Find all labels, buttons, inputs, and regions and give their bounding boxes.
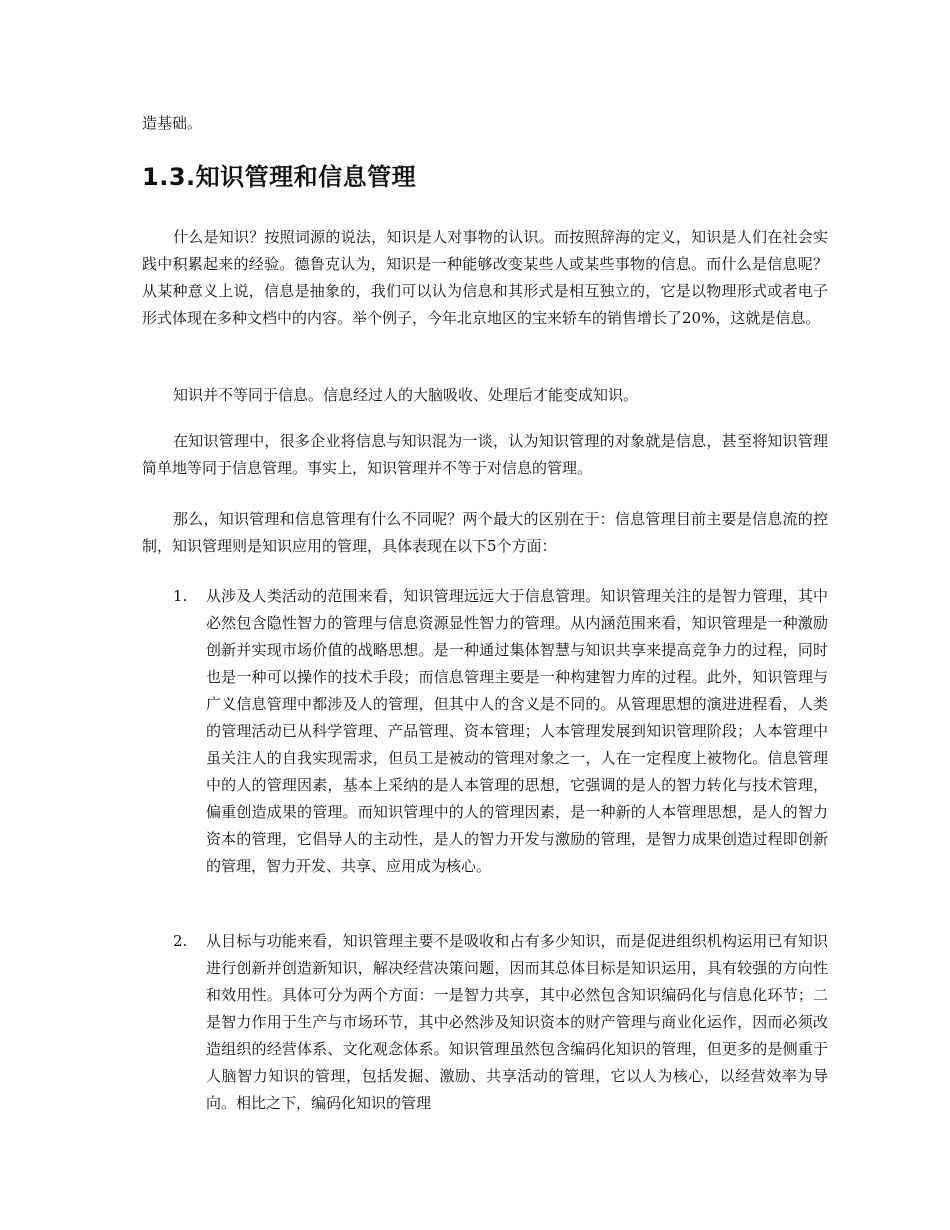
section-heading: 1.3.知识管理和信息管理 — [142, 163, 417, 191]
body-paragraph — [142, 224, 828, 332]
list-item-text: 从目标与功能来看，知识管理主要不是吸收和占有多少知识，而是促进组织机构运用已有知识进行创新并创造新知识，解决经营决策问题，因而其总体目标是知识运用，具有较强的方向性和效用性。具体可分为两个方面：一是智力共享，其中必然包含知识编码化与信息化环节；二是智力作用于生产与市场环节，其中必然涉及知识资本的财产管理与商业化运作，因而必须改造组织的经营体系、文化观念体系。知识管理虽然包含编码化知识的管理，但更多的是侧重于人脑智力知识的管理，包括发掘、激励、共享活动的管理，它以人为核心，以经营效率为导向。相比之下，编码化知识的管理 — [206, 932, 828, 1112]
body-paragraph — [142, 382, 828, 409]
paragraph-confusion: 在知识管理中，很多企业将信息与知识混为一谈，认为知识管理的对象就是信息，甚至将知识管理简单地等同于信息管理。事实上，知识管理并不等于对信息的管理。 — [142, 432, 828, 477]
paragraph-knowledge-vs-info: 知识并不等同于信息。信息经过人的大脑吸收、处理后才能变成知识。 — [173, 386, 639, 404]
body-paragraph — [142, 428, 828, 482]
list-item-number: 2. — [173, 932, 188, 950]
body-paragraph — [142, 506, 828, 560]
list-item — [142, 583, 828, 880]
difference-list — [142, 928, 828, 1117]
list-item-text: 从涉及人类活动的范围来看，知识管理远远大于信息管理。知识管理关注的是智力管理，其中必然包含隐性智力的管理与信息资源显性智力的管理。从内涵范围来看，知识管理是一种激励创新并实现市场价值的战略思想。是一种通过集体智慧与知识共享来提高竞争力的过程，同时也是一种可以操作的技术手段；而信息管理主要是一种构建智力库的过程。此外，知识管理与广义信息管理中都涉及人的管理，但其中人的含义是不同的。从管理思想的演进进程看，人类的管理活动已从科学管理、产品管理、资本管理；人本管理发展到知识管理阶段；人本管理中虽关注人的自我实现需求，但员工是被动的管理对象之一，人在一定程度上被物化。信息管理中的人的管理因素，基本上采纳的是人本管理的思想，它强调的是人的智力转化与技术管理，偏重创造成果的管理。而知识管理中的人的管理因素，是一种新的人本管理思想，是人的智力资本的管理，它倡导人的主动性，是人的智力开发与激励的管理，是智力成果创造过程即创新的管理，智力开发、共享、应用成为核心。 — [206, 587, 828, 875]
paragraph-differences: 那么，知识管理和信息管理有什么不同呢？两个最大的区别在于：信息管理目前主要是信息流的控制，知识管理则是知识应用的管理，具体表现在以下5个方面： — [142, 510, 828, 555]
paragraph-definition: 什么是知识？按照词源的说法，知识是人对事物的认识。而按照辞海的定义，知识是人们在社会实践中积累起来的经验。德鲁克认为，知识是一种能够改变某些人或某些事物的信息。而什么是信息呢？从某种意义上说，信息是抽象的，我们可以认为信息和其形式是相互独立的，它是以物理形式或者电子形式体现在多种文档中的内容。举个例子，今年北京地区的宝来轿车的销售增长了20%，这就是信息。 — [142, 228, 828, 327]
continuation-text: 造基础。 — [142, 114, 203, 132]
list-item — [142, 928, 828, 1117]
list-item-number: 1. — [173, 587, 188, 605]
difference-list — [142, 583, 828, 880]
